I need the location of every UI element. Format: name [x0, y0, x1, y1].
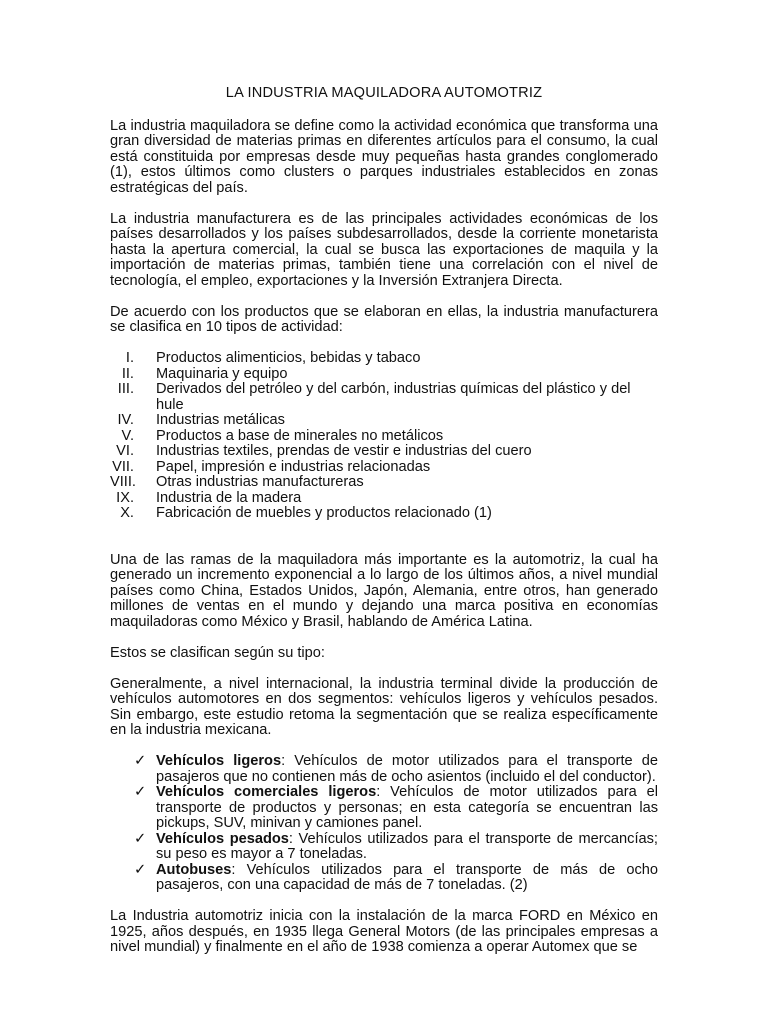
paragraph-types-intro: Estos se clasifican según su tipo:: [110, 644, 325, 661]
paragraph-automotive: Una de las ramas de la maquiladora más importante es la automotriz, la cual ha generado un incremento exponencial a lo largo de los últimos años, a nivel mundial países como China, Estados Unidos, Japón, Alemania, entre otros, han generado millones de ventas en el mundo y dejando una marca positiva en economías maquiladoras como México y Brasil, hablando de América Latina.: [110, 551, 658, 630]
paragraph-definition: La industria maquiladora se define como la actividad económica que transforma una gran diversidad de materias primas en diferentes artículos para el consumo, la cual está constituida por empresas desde muy pequeñas hasta grandes conglomerado (1), estos últimos como clusters o parques industriales establecidos en zonas estratégicas del país.: [110, 117, 658, 196]
list-item: VI. Industrias textiles, prendas de vestir e industrias del cuero: [116, 443, 532, 459]
paragraph-manufacturing: La industria manufacturera es de las principales actividades económicas de los países desarrollados y los países subdesarrollados, desde la corriente monetarista hasta la apertura comercial, la cual se busca las exportaciones de maquila y la importación de materias primas, también tiene una correlación con el nivel de tecnología, el empleo, exportaciones y la Inversión Extranjera Directa.: [110, 210, 658, 289]
vehicle-type-list: [110, 754, 658, 894]
document-title: LA INDUSTRIA MAQUILADORA AUTOMOTRIZ: [225, 85, 543, 101]
list-item: II. Maquinaria y equipo: [121, 365, 288, 382]
list-item: V. Productos a base de minerales no metálicos: [121, 427, 444, 444]
list-item: III. Derivados del petróleo y del carbón, industrias químicas del plástico y del hule: [117, 381, 631, 413]
paragraph-classification-intro: De acuerdo con los productos que se elaboran en ellas, la industria manufacturera se clasifica en 10 tipos de actividad:: [110, 303, 658, 335]
check-icon: ✓: [134, 784, 147, 800]
check-icon: ✓: [134, 830, 147, 847]
list-item: ✓ Vehículos comerciales ligeros: Vehículos de motor utilizados para el transporte de productos y personas; en esta categoría se encuentran las pickups, SUV, minivan y camiones panel.: [134, 784, 658, 831]
list-item: I. Productos alimenticios, bebidas y tabaco: [125, 350, 421, 366]
check-icon: ✓: [134, 753, 147, 769]
list-item: X. Fabricación de muebles y productos relacionado (1): [120, 505, 492, 521]
list-item: ✓ Vehículos pesados: Vehículos utilizados para el transporte de mercancías; su peso es mayor a 7 toneladas.: [134, 830, 658, 862]
list-item: IV. Industrias metálicas: [117, 412, 285, 428]
list-item: VII. Papel, impresión e industrias relacionadas: [112, 458, 431, 475]
paragraph-history: La Industria automotriz inicia con la instalación de la marca FORD en México en 1925, años después, en 1935 llega General Motors (de las principales empresas a nivel mundial) y finalmente en el año de 1938 comienza a operar Automex que se: [110, 908, 658, 955]
list-item: ✓ Autobuses: Vehículos utilizados para el transporte de más de ocho pasajeros, con una capacidad de más de 7 toneladas. (2): [134, 861, 658, 893]
list-item: VIII. Otras industrias manufactureras: [110, 474, 364, 490]
list-item: ✓ Vehículos ligeros: Vehículos de motor utilizados para el transporte de pasajeros que no contienen más de ocho asientos (incluido el del conductor).: [134, 753, 658, 785]
check-icon: ✓: [134, 861, 147, 878]
activity-list: [110, 351, 658, 522]
list-item: IX. Industria de la madera: [116, 489, 302, 506]
paragraph-segments: Generalmente, a nivel internacional, la industria terminal divide la producción de vehículos automotores en dos segmentos: vehículos ligeros y vehículos pesados. Sin embargo, este estudio retoma la segmentación que se realiza específicamente en la industria mexicana.: [110, 675, 658, 738]
